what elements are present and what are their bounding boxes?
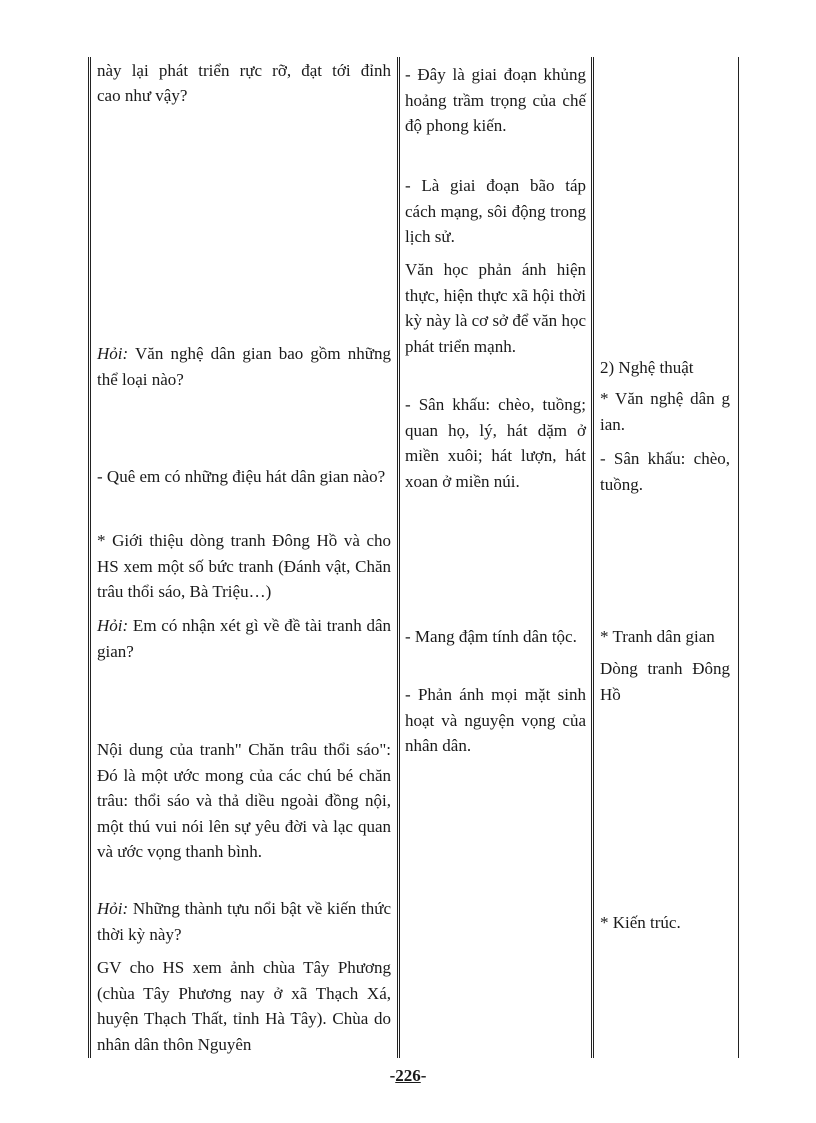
right-folk-arts: * Văn nghệ dân g ian. [600, 389, 730, 434]
question-label: Hỏi: [97, 616, 129, 635]
left-question-genres [97, 341, 391, 392]
left-paragraph-1b: cao như vậy? [97, 86, 188, 105]
right-dong-ho-line: Dòng tranh Đông Hồ [600, 659, 730, 704]
question-text: Em có nhận xét gì về đề tài tranh dân gian? [97, 616, 391, 661]
left-question-achievements [97, 896, 391, 947]
middle-literature-reality: Văn học phản ánh hiện thực, hiện thực xã hội thời kỳ này là cơ sở để văn học phát triển mạnh. [405, 260, 586, 356]
table-right-border [738, 57, 739, 1058]
table-divider-2 [591, 57, 594, 1058]
question-text: Văn nghệ dân gian bao gồm những thể loại nào? [97, 344, 391, 389]
left-question-folk-painting [97, 613, 391, 664]
table-divider-1 [397, 57, 400, 1058]
right-stage: - Sân khấu: chèo, tuồng. [600, 449, 730, 494]
right-architecture: * Kiến trúc. [600, 913, 681, 932]
middle-stage-arts: - Sân khấu: chèo, tuồng; quan họ, lý, hát dặm ở miền xuôi; hát lượn, hát xoan ở miền núi. [405, 395, 586, 491]
right-folk-painting: * Tranh dân gian [600, 627, 715, 646]
left-tay-phuong-pagoda: GV cho HS xem ảnh chùa Tây Phương (chùa Tây Phương nay ở xã Thạch Xá, huyện Thạch Thất, tỉnh Hà Tây). Chùa do nhân dân thôn Nguyên [97, 958, 391, 1054]
left-paragraph-1a: này lại phát triển rực rỡ, đạt tới đỉnh [97, 61, 391, 80]
right-section-art: 2) Nghệ thuật [600, 358, 694, 377]
page-number: -226- [389, 1066, 427, 1085]
middle-national-character: - Mang đậm tính dân tộc. [405, 627, 577, 646]
left-dong-ho-intro: * Giới thiệu dòng tranh Đông Hồ và cho HS xem một số bức tranh (Đánh vật, Chăn trâu thổi sáo, Bà Triệu…) [97, 531, 391, 601]
question-label: Hỏi: [97, 899, 129, 918]
question-label: Hỏi: [97, 344, 129, 363]
left-painting-content: Nội dung của tranh" Chăn trâu thổi sáo": Đó là một ước mong của các chú bé chăn trâu: thổi sáo và thả diều ngoài đồng nội, một thú vui nói lên sự yêu đời và lạc quan và ước vọng thanh bình. [97, 740, 391, 861]
middle-crisis-period: - Đây là giai đoạn khủng hoảng trầm trọng của chế độ phong kiến. [405, 65, 586, 135]
middle-revolution-period: - Là giai đoạn bão táp cách mạng, sôi động trong lịch sử. [405, 176, 586, 246]
table-left-border [88, 57, 91, 1058]
question-text: Những thành tựu nổi bật về kiến thức thời kỳ này? [97, 899, 391, 944]
middle-reflect-life: - Phản ánh mọi mặt sinh hoạt và nguyện vọng của nhân dân. [405, 685, 586, 755]
page-number-value: 226 [395, 1066, 421, 1085]
left-question-folk-songs: - Quê em có những điệu hát dân gian nào? [97, 467, 386, 486]
